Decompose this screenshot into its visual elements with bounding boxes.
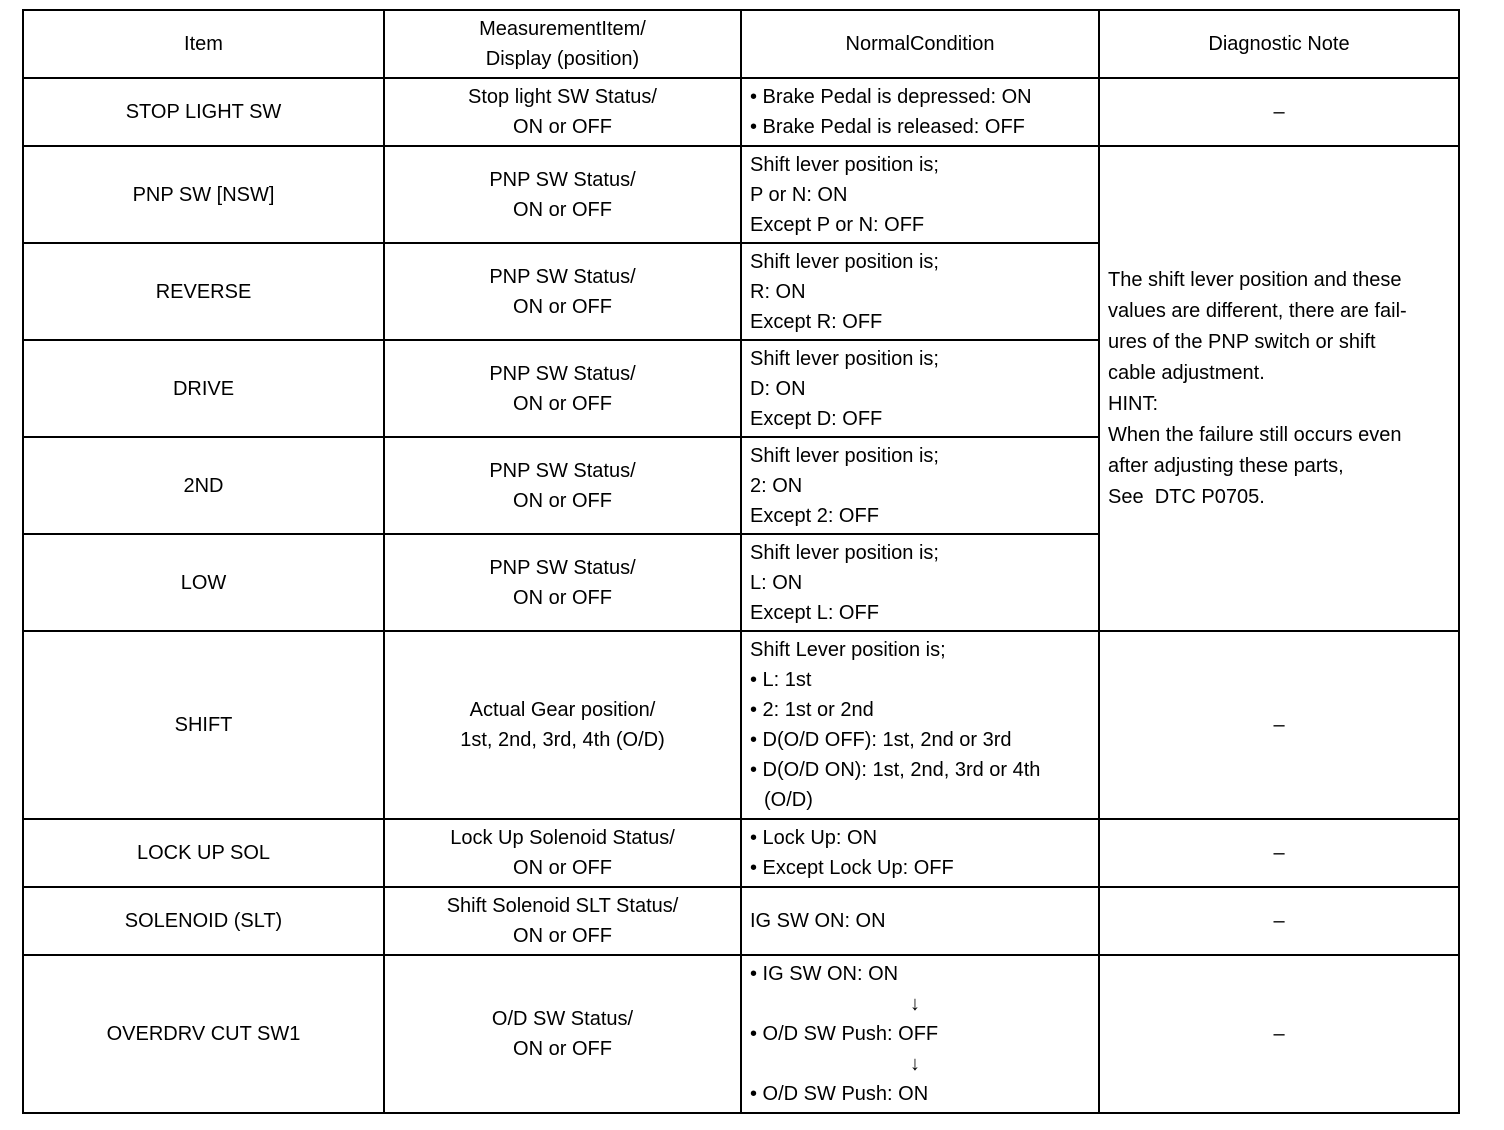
table-row — [23, 955, 1459, 1113]
condition-line: Except 2: OFF — [750, 504, 879, 527]
measurement-line: PNP SW Status/ — [489, 265, 636, 288]
condition-line: (O/D) — [764, 789, 813, 811]
condition-line: • 2: 1st or 2nd — [750, 699, 874, 721]
item-cell: LOCK UP SOL — [23, 819, 384, 887]
table-row — [23, 631, 1459, 819]
measurement-line: PNP SW Status/ — [489, 556, 636, 579]
note-line: HINT: — [1108, 392, 1158, 415]
condition-line: • L: 1st — [750, 669, 812, 691]
item-cell: REVERSE — [23, 243, 384, 340]
header-measurement — [384, 10, 741, 78]
table-row — [23, 887, 1459, 955]
note-line: after adjusting these parts, — [1108, 454, 1344, 477]
item-cell: OVERDRV CUT SW1 — [23, 955, 384, 1113]
pnp-diagnostic-note-cell — [1099, 146, 1459, 631]
item-cell: LOW — [23, 534, 384, 631]
header-measurement-line-2: Display (position) — [485, 48, 640, 70]
normal-condition-cell — [741, 437, 1099, 534]
item-cell: SOLENOID (SLT) — [23, 887, 384, 955]
measurement-line: ON or OFF — [513, 116, 612, 138]
condition-line: Except P or N: OFF — [750, 213, 925, 236]
condition-line: • O/D SW Push: OFF — [750, 1023, 939, 1045]
condition-line: • Brake Pedal is released: OFF — [750, 116, 1025, 138]
measurement-line: ON or OFF — [513, 857, 612, 879]
measurement-line: 1st, 2nd, 3rd, 4th (O/D) — [460, 729, 665, 751]
item-cell: 2ND — [23, 437, 384, 534]
diagnostic-note-cell: – — [1099, 955, 1459, 1113]
diagnostic-table — [22, 9, 1460, 1114]
condition-line: • IG SW ON: ON — [750, 963, 899, 985]
down-arrow-icon: ↓ — [910, 1053, 920, 1075]
normal-condition-cell — [741, 819, 1099, 887]
header-row — [23, 10, 1459, 78]
measurement-line: ON or OFF — [513, 925, 612, 947]
header-measurement-line-1: MeasurementItem/ — [479, 18, 646, 40]
measurement-line: Shift Solenoid SLT Status/ — [446, 895, 679, 917]
condition-line: Except L: OFF — [750, 601, 879, 624]
measurement-line: Actual Gear position/ — [469, 699, 656, 721]
measurement-cell — [384, 437, 741, 534]
condition-line: Shift lever position is; — [750, 153, 939, 176]
measurement-cell — [384, 534, 741, 631]
measurement-cell — [384, 955, 741, 1113]
condition-line: Except D: OFF — [750, 407, 883, 430]
condition-line: Except R: OFF — [750, 310, 883, 333]
measurement-cell — [384, 887, 741, 955]
normal-condition-cell — [741, 78, 1099, 146]
measurement-cell — [384, 631, 741, 819]
measurement-cell — [384, 78, 741, 146]
measurement-line: Lock Up Solenoid Status/ — [450, 827, 675, 849]
normal-condition-cell — [741, 887, 1099, 955]
measurement-line: PNP SW Status/ — [489, 459, 636, 482]
condition-line: Shift lever position is; — [750, 444, 939, 467]
note-line: The shift lever position and these — [1108, 268, 1402, 291]
condition-line: D: ON — [750, 377, 806, 400]
measurement-line: ON or OFF — [513, 198, 612, 221]
condition-line: • Lock Up: ON — [750, 827, 878, 849]
item-cell: SHIFT — [23, 631, 384, 819]
normal-condition-cell — [741, 955, 1099, 1113]
note-line: cable adjustment. — [1108, 361, 1265, 384]
normal-condition-cell — [741, 243, 1099, 340]
item-cell: PNP SW [NSW] — [23, 146, 384, 243]
condition-line: • Except Lock Up: OFF — [750, 857, 954, 879]
measurement-line: ON or OFF — [513, 586, 612, 609]
table-row — [23, 78, 1459, 146]
item-cell: STOP LIGHT SW — [23, 78, 384, 146]
diagnostic-note-cell: – — [1099, 819, 1459, 887]
diagnostic-note-cell: – — [1099, 78, 1459, 146]
measurement-cell — [384, 243, 741, 340]
note-line: ures of the PNP switch or shift — [1108, 330, 1376, 353]
condition-line: • O/D SW Push: ON — [750, 1083, 929, 1105]
measurement-cell — [384, 340, 741, 437]
normal-condition-cell — [741, 534, 1099, 631]
item-cell: DRIVE — [23, 340, 384, 437]
condition-line: • D(O/D OFF): 1st, 2nd or 3rd — [750, 729, 1012, 751]
condition-line: • D(O/D ON): 1st, 2nd, 3rd or 4th — [750, 759, 1041, 781]
normal-condition-cell — [741, 146, 1099, 243]
measurement-line: Stop light SW Status/ — [468, 86, 657, 108]
condition-line: Shift lever position is; — [750, 250, 939, 273]
measurement-line: ON or OFF — [513, 295, 612, 318]
header-item: Item — [23, 10, 384, 78]
condition-line: Shift lever position is; — [750, 541, 939, 564]
measurement-line: O/D SW Status/ — [491, 1008, 634, 1030]
measurement-line: ON or OFF — [513, 1038, 612, 1060]
measurement-cell — [384, 819, 741, 887]
measurement-line: PNP SW Status/ — [489, 362, 636, 385]
condition-line: IG SW ON: ON — [750, 910, 886, 932]
condition-line: 2: ON — [750, 474, 803, 497]
note-line: See DTC P0705. — [1108, 485, 1265, 508]
table-row — [23, 819, 1459, 887]
condition-line: R: ON — [750, 280, 806, 303]
condition-line: Shift lever position is; — [750, 347, 939, 370]
condition-line: Shift Lever position is; — [750, 639, 946, 661]
condition-line: • Brake Pedal is depressed: ON — [750, 86, 1032, 108]
diagnostic-note-cell: – — [1099, 631, 1459, 819]
condition-line: L: ON — [750, 571, 803, 594]
measurement-line: PNP SW Status/ — [489, 168, 636, 191]
normal-condition-cell — [741, 631, 1099, 819]
header-diagnostic-note: Diagnostic Note — [1099, 10, 1459, 78]
note-line: When the failure still occurs even — [1108, 423, 1402, 446]
measurement-line: ON or OFF — [513, 489, 612, 512]
diagnostic-note-cell: – — [1099, 887, 1459, 955]
note-line: values are different, there are fail- — [1108, 299, 1407, 322]
header-normal-condition: NormalCondition — [741, 10, 1099, 78]
measurement-line: ON or OFF — [513, 392, 612, 415]
measurement-cell — [384, 146, 741, 243]
condition-line: P or N: ON — [750, 183, 848, 206]
normal-condition-cell — [741, 340, 1099, 437]
down-arrow-icon: ↓ — [910, 993, 920, 1015]
table-row — [23, 146, 1459, 243]
